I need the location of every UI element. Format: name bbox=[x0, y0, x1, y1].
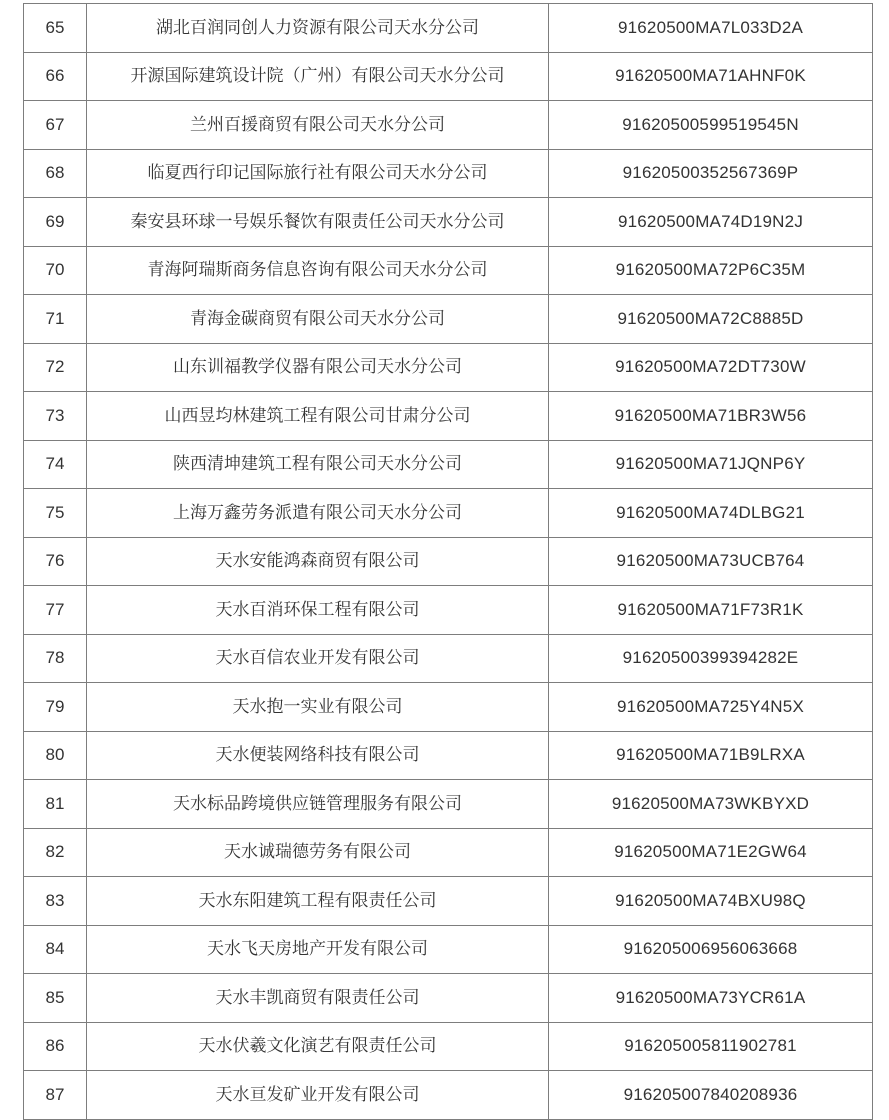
table-row bbox=[24, 634, 873, 683]
company-table-body bbox=[24, 4, 873, 1120]
company-name-cell: 山东训福教学仪器有限公司天水分公司 bbox=[87, 343, 549, 392]
company-name-cell: 天水抱一实业有限公司 bbox=[87, 683, 549, 732]
credit-code-cell: 91620500MA74DLBG21 bbox=[549, 489, 873, 538]
credit-code-cell: 91620500MA72C8885D bbox=[549, 295, 873, 344]
table-row bbox=[24, 489, 873, 538]
credit-code-cell: 91620500MA74BXU98Q bbox=[549, 877, 873, 926]
table-row bbox=[24, 246, 873, 295]
credit-code-cell: 91620500MA73WKBYXD bbox=[549, 780, 873, 829]
table-row bbox=[24, 683, 873, 732]
company-name-cell: 天水东阳建筑工程有限责任公司 bbox=[87, 877, 549, 926]
table-row bbox=[24, 731, 873, 780]
company-name-cell: 天水便装网络科技有限公司 bbox=[87, 731, 549, 780]
table-row bbox=[24, 1071, 873, 1120]
company-name-cell: 兰州百援商贸有限公司天水分公司 bbox=[87, 101, 549, 150]
company-name-cell: 天水伏羲文化演艺有限责任公司 bbox=[87, 1022, 549, 1071]
table-row bbox=[24, 101, 873, 150]
credit-code-cell: 91620500MA71AHNF0K bbox=[549, 52, 873, 101]
row-index-cell: 68 bbox=[24, 149, 87, 198]
table-row bbox=[24, 586, 873, 635]
company-name-cell: 山西昱均林建筑工程有限公司甘肃分公司 bbox=[87, 392, 549, 441]
row-index-cell: 81 bbox=[24, 780, 87, 829]
row-index-cell: 85 bbox=[24, 974, 87, 1023]
company-name-cell: 青海阿瑞斯商务信息咨询有限公司天水分公司 bbox=[87, 246, 549, 295]
credit-code-cell: 916205007840208936 bbox=[549, 1071, 873, 1120]
row-index-cell: 87 bbox=[24, 1071, 87, 1120]
row-index-cell: 78 bbox=[24, 634, 87, 683]
row-index-cell: 77 bbox=[24, 586, 87, 635]
company-name-cell: 天水亘发矿业开发有限公司 bbox=[87, 1071, 549, 1120]
table-row bbox=[24, 828, 873, 877]
company-name-cell: 天水安能鸿森商贸有限公司 bbox=[87, 537, 549, 586]
table-row bbox=[24, 343, 873, 392]
table-row bbox=[24, 52, 873, 101]
row-index-cell: 73 bbox=[24, 392, 87, 441]
credit-code-cell: 91620500352567369P bbox=[549, 149, 873, 198]
table-row bbox=[24, 537, 873, 586]
credit-code-cell: 91620500MA7L033D2A bbox=[549, 4, 873, 53]
row-index-cell: 80 bbox=[24, 731, 87, 780]
credit-code-cell: 916205005811902781 bbox=[549, 1022, 873, 1071]
credit-code-cell: 91620500MA72DT730W bbox=[549, 343, 873, 392]
credit-code-cell: 91620500MA73UCB764 bbox=[549, 537, 873, 586]
company-registry-table bbox=[23, 3, 873, 1120]
credit-code-cell: 91620500399394282E bbox=[549, 634, 873, 683]
row-index-cell: 66 bbox=[24, 52, 87, 101]
company-name-cell: 天水诚瑞德劳务有限公司 bbox=[87, 828, 549, 877]
company-name-cell: 秦安县环球一号娱乐餐饮有限责任公司天水分公司 bbox=[87, 198, 549, 247]
row-index-cell: 69 bbox=[24, 198, 87, 247]
table-row bbox=[24, 925, 873, 974]
table-row bbox=[24, 149, 873, 198]
company-name-cell: 青海金碳商贸有限公司天水分公司 bbox=[87, 295, 549, 344]
credit-code-cell: 91620500MA71E2GW64 bbox=[549, 828, 873, 877]
credit-code-cell: 916205006956063668 bbox=[549, 925, 873, 974]
company-name-cell: 天水飞天房地产开发有限公司 bbox=[87, 925, 549, 974]
company-name-cell: 开源国际建筑设计院（广州）有限公司天水分公司 bbox=[87, 52, 549, 101]
company-name-cell: 陕西清坤建筑工程有限公司天水分公司 bbox=[87, 440, 549, 489]
row-index-cell: 83 bbox=[24, 877, 87, 926]
credit-code-cell: 91620500599519545N bbox=[549, 101, 873, 150]
row-index-cell: 72 bbox=[24, 343, 87, 392]
table-row bbox=[24, 295, 873, 344]
credit-code-cell: 91620500MA72P6C35M bbox=[549, 246, 873, 295]
row-index-cell: 65 bbox=[24, 4, 87, 53]
company-name-cell: 天水百信农业开发有限公司 bbox=[87, 634, 549, 683]
table-row bbox=[24, 780, 873, 829]
row-index-cell: 76 bbox=[24, 537, 87, 586]
table-row bbox=[24, 392, 873, 441]
credit-code-cell: 91620500MA71B9LRXA bbox=[549, 731, 873, 780]
company-name-cell: 天水丰凯商贸有限责任公司 bbox=[87, 974, 549, 1023]
credit-code-cell: 91620500MA725Y4N5X bbox=[549, 683, 873, 732]
credit-code-cell: 91620500MA73YCR61A bbox=[549, 974, 873, 1023]
row-index-cell: 84 bbox=[24, 925, 87, 974]
table-row bbox=[24, 440, 873, 489]
table-row bbox=[24, 1022, 873, 1071]
table-row bbox=[24, 4, 873, 53]
company-name-cell: 上海万鑫劳务派遣有限公司天水分公司 bbox=[87, 489, 549, 538]
credit-code-cell: 91620500MA74D19N2J bbox=[549, 198, 873, 247]
row-index-cell: 74 bbox=[24, 440, 87, 489]
company-name-cell: 天水百消环保工程有限公司 bbox=[87, 586, 549, 635]
company-name-cell: 临夏西行印记国际旅行社有限公司天水分公司 bbox=[87, 149, 549, 198]
company-name-cell: 湖北百润同创人力资源有限公司天水分公司 bbox=[87, 4, 549, 53]
row-index-cell: 86 bbox=[24, 1022, 87, 1071]
company-name-cell: 天水标品跨境供应链管理服务有限公司 bbox=[87, 780, 549, 829]
row-index-cell: 67 bbox=[24, 101, 87, 150]
row-index-cell: 82 bbox=[24, 828, 87, 877]
row-index-cell: 79 bbox=[24, 683, 87, 732]
table-row bbox=[24, 198, 873, 247]
row-index-cell: 71 bbox=[24, 295, 87, 344]
credit-code-cell: 91620500MA71BR3W56 bbox=[549, 392, 873, 441]
credit-code-cell: 91620500MA71JQNP6Y bbox=[549, 440, 873, 489]
credit-code-cell: 91620500MA71F73R1K bbox=[549, 586, 873, 635]
table-row bbox=[24, 974, 873, 1023]
row-index-cell: 70 bbox=[24, 246, 87, 295]
row-index-cell: 75 bbox=[24, 489, 87, 538]
table-row bbox=[24, 877, 873, 926]
